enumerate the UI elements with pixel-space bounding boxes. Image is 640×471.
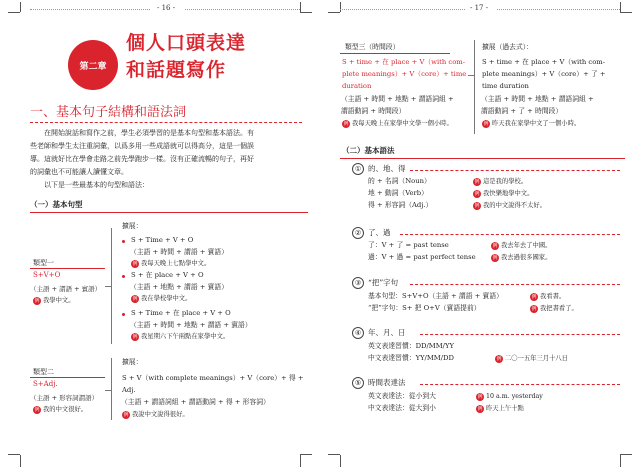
example-icon: 例 xyxy=(123,411,129,418)
expand-note: （主語 + 時間 + 謂語 + 賓語） xyxy=(130,248,229,256)
crop-mark xyxy=(300,12,312,13)
intro-paragraph xyxy=(30,127,308,192)
past-tense-formula-line: time duration xyxy=(482,82,529,90)
crop-mark xyxy=(328,12,340,13)
crop-mark xyxy=(300,2,301,12)
past-tense-formula-line: plete meanings）+ V（core）+ 了 + xyxy=(482,70,606,78)
header-dots-left xyxy=(30,9,150,10)
section-number: ⑤ xyxy=(352,377,364,389)
grammar-example xyxy=(530,292,565,301)
grammar-example xyxy=(476,404,524,413)
chapter-title-line1: 個人口頭表達 xyxy=(126,32,247,54)
grammar-divider xyxy=(420,384,620,385)
pattern3-note-line: （主語 + 時間 + 地點 + 謂語詞組 + xyxy=(341,95,454,103)
example-icon: 例 xyxy=(132,295,138,302)
grammar-heading-rule xyxy=(340,158,625,159)
paragraph-line: 的詞彙也不可能讓人讀懂文章。 xyxy=(30,168,128,176)
example-icon: 例 xyxy=(132,260,138,267)
past-tense-title: 擴展（過去式）： xyxy=(482,43,533,51)
example-text: 昨天我在家學中文了一個小時。 xyxy=(492,120,581,127)
example-text: 我每天晚上七點學中文。 xyxy=(141,260,211,267)
grammar-rule-text: 得 + 形容詞（Adj.） xyxy=(368,201,433,209)
example-icon: 例 xyxy=(132,333,138,340)
crop-mark xyxy=(620,12,632,13)
example-icon: 例 xyxy=(492,254,498,261)
example-icon: 例 xyxy=(492,242,498,249)
chapter-badge: 第二章 xyxy=(68,40,118,90)
example-text: 我學中文。 xyxy=(43,297,75,304)
example-icon: 例 xyxy=(474,178,480,185)
pattern1-underline xyxy=(30,268,105,269)
expand-formula: S + Time + V + O xyxy=(131,236,194,244)
bracket-line xyxy=(111,358,112,420)
crop-mark xyxy=(340,2,341,12)
pattern1-expand-label: 擴展： xyxy=(122,222,143,230)
paragraph-line: 在開始說話和寫作之前，學生必須學習的是基本句型和基本語法。有 xyxy=(44,129,254,137)
example-text: 我的中文說得不太好。 xyxy=(483,202,546,209)
section-number: ③ xyxy=(352,277,364,289)
expand-formula: S + 在 place + V + O xyxy=(131,271,204,279)
example-icon: 例 xyxy=(474,202,480,209)
crop-mark xyxy=(620,455,621,467)
grammar-example xyxy=(495,354,568,363)
example-text: 我快樂地學中文。 xyxy=(483,190,534,197)
grammar-rule-text: 地 + 動詞（Verb） xyxy=(368,189,428,197)
grammar-rule-text: 了：V + 了 = past tense xyxy=(368,241,449,249)
pattern2-underline xyxy=(30,377,105,378)
expand-note: （主語 + 時間 + 地點 + 謂語 + 賓語） xyxy=(130,321,252,329)
pattern1-title: 類型一 xyxy=(33,259,54,267)
grammar-example xyxy=(491,241,551,250)
bracket-tick xyxy=(105,286,111,287)
grammar-rule-text: 英文表達法：從小到大 xyxy=(368,392,436,400)
pattern3-note-line: 謂語動詞 + 時間段） xyxy=(341,107,406,115)
grammar-title: 的、地、得 xyxy=(368,164,406,173)
paragraph-line: 些老師和學生太注重詞彙，以爲多用一些成語就可以得高分，這是一個誤 xyxy=(30,142,254,150)
pattern2-note-line: （主語 + 謂語詞組 + 謂語動詞 + 得 + 形容詞） xyxy=(121,398,270,406)
example-icon: 例 xyxy=(531,305,537,312)
header-dots-right xyxy=(340,9,465,10)
past-tense-example xyxy=(482,119,580,128)
pattern2-note: （主語 + 形容詞謂語） xyxy=(30,394,99,402)
grammar-rule-text: 過：V + 過 = past perfect tense xyxy=(368,253,476,261)
grammar-divider xyxy=(410,284,620,285)
past-tense-note-line: 謂語動詞 + 了 + 時間段） xyxy=(481,107,563,115)
header-dots-right xyxy=(497,9,620,10)
grammar-example xyxy=(473,189,533,198)
grammar-example xyxy=(491,253,551,262)
pattern2-title: 類型二 xyxy=(33,368,54,376)
crop-mark xyxy=(620,2,621,12)
pattern2-example xyxy=(33,405,87,414)
grammar-title: 年、月、日 xyxy=(368,328,406,337)
paragraph-line: 以下是一些最基本的句型和語法： xyxy=(44,181,149,189)
grammar-rule-text: 基本句型：S+V+O（主語 + 謂語 + 賓語） xyxy=(368,292,503,300)
example-icon: 例 xyxy=(34,406,40,413)
basic-patterns-heading: （一）基本句型 xyxy=(30,200,83,209)
example-icon: 例 xyxy=(34,297,40,304)
grammar-example xyxy=(530,304,578,313)
expand-example xyxy=(131,332,229,341)
expand-formula: S + Time + 在 place + V + O xyxy=(131,309,231,317)
pattern2-example2 xyxy=(122,410,189,419)
section-number: ② xyxy=(352,227,364,239)
example-text: 我去過很多國家。 xyxy=(501,254,552,261)
crop-mark xyxy=(300,455,301,467)
pattern3-title: 類型三（時間段） xyxy=(345,43,400,51)
grammar-example xyxy=(473,177,527,186)
grammar-divider xyxy=(420,334,620,335)
grammar-title: “把”字句 xyxy=(368,278,399,287)
grammar-divider xyxy=(410,170,620,171)
grammar-title: 時間表達法 xyxy=(368,378,406,387)
example-text: 這是我的學校。 xyxy=(483,178,528,185)
crop-mark xyxy=(8,12,20,13)
pattern1-example xyxy=(33,296,74,305)
crop-mark xyxy=(20,455,21,467)
pattern3-example xyxy=(342,119,453,128)
example-icon: 例 xyxy=(496,355,502,362)
example-text: 我在學校學中文。 xyxy=(141,295,192,302)
pattern2-formula-line: S + V（with complete meanings）+ V（core）+ 得 + xyxy=(122,374,304,382)
grammar-title: 了、過 xyxy=(368,228,391,237)
header-dots-left xyxy=(185,9,300,10)
grammar-rule-text: 中文表達習慣：YY/MM/DD xyxy=(368,354,454,362)
example-text: 10 a.m. yesterday xyxy=(486,393,543,400)
pattern1-note: （主語 + 謂語 + 賓語） xyxy=(30,285,102,293)
bullet xyxy=(122,313,125,316)
section-number: ① xyxy=(352,163,364,175)
heading-rule xyxy=(30,212,308,213)
grammar-rule-text: 的 + 名詞（Noun） xyxy=(368,177,431,185)
example-text: 我星期六下午兩點在家學中文。 xyxy=(141,333,230,340)
example-text: 二〇一五年三月十八日 xyxy=(505,355,568,362)
grammar-rule-text: “把”字句：S+ 把 O+V（賓語提前） xyxy=(368,304,481,312)
pattern2-formula-line: Adj. xyxy=(122,386,136,394)
example-icon: 例 xyxy=(477,393,483,400)
grammar-example xyxy=(476,392,543,401)
pattern3-formula-line: duration xyxy=(342,82,372,90)
example-icon: 例 xyxy=(343,120,349,127)
bracket-line xyxy=(111,228,112,344)
grammar-divider xyxy=(400,234,620,235)
chapter-title xyxy=(126,30,246,84)
grammar-example xyxy=(473,201,546,210)
example-icon: 例 xyxy=(531,293,537,300)
example-text: 我的中文很好。 xyxy=(43,406,88,413)
bracket-line xyxy=(474,40,475,134)
example-icon: 例 xyxy=(474,190,480,197)
expand-note: （主語 + 地點 + 謂語 + 賓語） xyxy=(130,283,229,291)
crop-mark xyxy=(300,454,312,455)
grammar-heading: （二）基本語法 xyxy=(342,146,395,155)
bracket-tick xyxy=(468,75,474,76)
crop-mark xyxy=(20,2,21,12)
crop-mark xyxy=(328,454,340,455)
section-rule xyxy=(30,122,302,123)
example-icon: 例 xyxy=(477,405,483,412)
page-number-right: - 17 - xyxy=(470,4,489,12)
example-text: 我看書。 xyxy=(540,293,566,300)
example-text: 昨天上午十點 xyxy=(486,405,524,412)
example-text: 我去年去了中國。 xyxy=(501,242,552,249)
crop-mark xyxy=(340,455,341,467)
past-tense-note-line: （主語 + 時間 + 地點 + 謂語詞組 + xyxy=(481,95,594,103)
paragraph-line: 導。這就好比在學會走路之前先學跑步一樣。沒有正確流暢的句子，再好 xyxy=(30,155,254,163)
pattern3-formula-line: S + time + 在 place + V（with com- xyxy=(342,58,466,66)
crop-mark xyxy=(620,454,632,455)
example-icon: 例 xyxy=(483,120,489,127)
pattern3-formula-line: plete meanings）+ V（core）+ time xyxy=(342,70,467,78)
pattern2-expand-label: 擴展： xyxy=(122,358,143,366)
grammar-rule-text: 中文表達法：從大到小 xyxy=(368,404,436,412)
expand-example xyxy=(131,259,210,268)
example-text: 我每天晚上在家學中文學一個小時。 xyxy=(352,120,453,127)
bracket-tick xyxy=(105,390,111,391)
example-text: 我說中文說得很好。 xyxy=(132,411,189,418)
page-number-left: - 16 - xyxy=(157,4,176,12)
pattern2-formula: S+Adj. xyxy=(33,380,58,388)
example-text: 我把書看了。 xyxy=(540,305,578,312)
expand-example xyxy=(131,294,191,303)
section-title: 一、基本句子結構和語法詞 xyxy=(30,105,187,120)
section-number: ④ xyxy=(352,327,364,339)
past-tense-formula-line: S + time + 在 place + V（with com- xyxy=(482,58,606,66)
bullet xyxy=(122,240,125,243)
pattern3-underline xyxy=(340,53,450,54)
crop-mark xyxy=(8,454,20,455)
pattern1-formula: S+V+O xyxy=(33,271,61,279)
chapter-title-line2: 和話題寫作 xyxy=(126,59,227,81)
bullet xyxy=(122,275,125,278)
grammar-rule-text: 英文表達習慣：DD/MM/YY xyxy=(368,342,454,350)
